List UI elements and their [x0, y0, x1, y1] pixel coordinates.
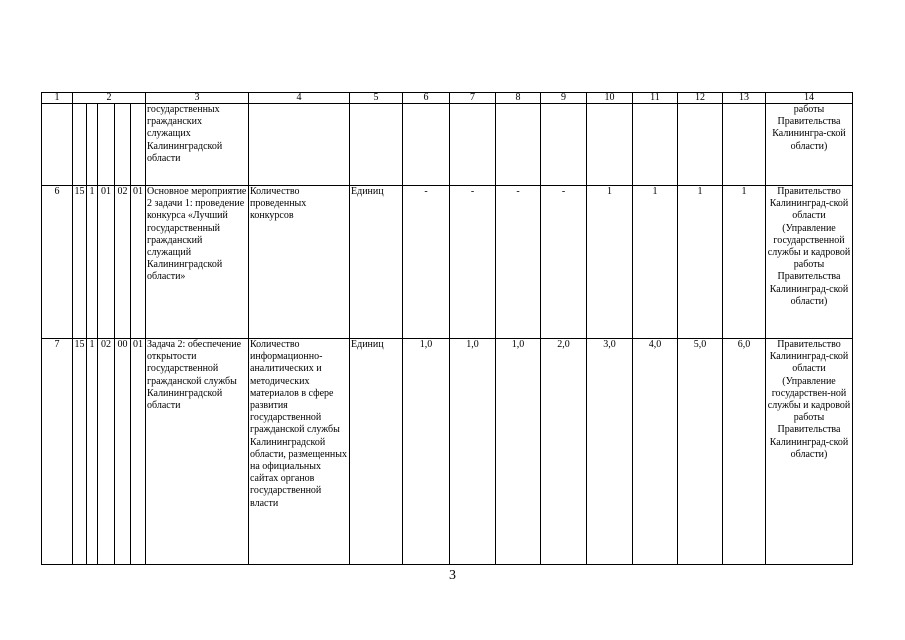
code-cell: 1 [87, 339, 98, 565]
header-cell: 9 [541, 93, 587, 104]
header-cell: 10 [587, 93, 633, 104]
value-cell: 1 [678, 186, 723, 339]
code-cell: 00 [115, 339, 131, 565]
value-cell [403, 104, 450, 186]
value-cell: - [450, 186, 496, 339]
responsible-cell: Правительство Калининград-ской области (Управление государствен-ной службы и кадровой работы Правительства Калининград-ской области) [766, 339, 853, 565]
value-cell: 1,0 [450, 339, 496, 565]
name-cell: государственных гражданских служащих Калининградской области [146, 104, 249, 186]
indicators-table [41, 92, 853, 565]
indicator-cell: Количество информационно-аналитических и методических материалов в сфере развития государственной гражданской службы Калининградской области, размещенных на официальных сайтах органов государственной власти [249, 339, 350, 565]
header-cell: 5 [350, 93, 403, 104]
unit-cell: Единиц [350, 186, 403, 339]
unit-cell: Единиц [350, 339, 403, 565]
responsible-cell: Правительство Калининград-ской области (Управление государственной службы и кадровой работы Правительства Калининград-ской области) [766, 186, 853, 339]
unit-cell [350, 104, 403, 186]
value-cell: 1,0 [403, 339, 450, 565]
value-cell: 2,0 [541, 339, 587, 565]
code-cell: 15 [73, 186, 87, 339]
value-cell: 5,0 [678, 339, 723, 565]
code-cell: 01 [98, 186, 115, 339]
row-number: 7 [42, 339, 73, 565]
header-cell: 2 [73, 93, 146, 104]
code-cell: 1 [87, 186, 98, 339]
name-cell: Основное мероприятие 2 задачи 1: проведение конкурса «Лучший государственный гражданский служащий Калининградской области» [146, 186, 249, 339]
table-row [42, 104, 853, 186]
value-cell [450, 104, 496, 186]
code-cell [87, 104, 98, 186]
value-cell: 3,0 [587, 339, 633, 565]
table-row [42, 339, 853, 565]
code-cell [115, 104, 131, 186]
header-row [42, 93, 853, 104]
value-cell: - [496, 186, 541, 339]
code-cell: 01 [131, 186, 146, 339]
code-cell [73, 104, 87, 186]
header-cell: 11 [633, 93, 678, 104]
indicator-cell [249, 104, 350, 186]
value-cell: 1 [633, 186, 678, 339]
code-cell: 02 [98, 339, 115, 565]
header-cell: 14 [766, 93, 853, 104]
code-cell: 02 [115, 186, 131, 339]
header-cell: 3 [146, 93, 249, 104]
header-cell: 1 [42, 93, 73, 104]
value-cell: - [541, 186, 587, 339]
header-cell: 4 [249, 93, 350, 104]
value-cell [541, 104, 587, 186]
value-cell [633, 104, 678, 186]
header-cell: 7 [450, 93, 496, 104]
table-row [42, 186, 853, 339]
value-cell: 4,0 [633, 339, 678, 565]
header-cell: 8 [496, 93, 541, 104]
value-cell: 1 [587, 186, 633, 339]
value-cell: - [403, 186, 450, 339]
code-cell: 01 [131, 339, 146, 565]
code-cell [98, 104, 115, 186]
row-number: 6 [42, 186, 73, 339]
name-cell: Задача 2: обеспечение открытости государственной гражданской службы Калининградской области [146, 339, 249, 565]
indicator-cell: Количество проведенных конкурсов [249, 186, 350, 339]
header-cell: 6 [403, 93, 450, 104]
code-cell: 15 [73, 339, 87, 565]
value-cell [496, 104, 541, 186]
value-cell: 6,0 [723, 339, 766, 565]
responsible-cell: работы Правительства Калинингра-ской области) [766, 104, 853, 186]
value-cell: 1 [723, 186, 766, 339]
value-cell: 1,0 [496, 339, 541, 565]
code-cell [131, 104, 146, 186]
page-number: 3 [449, 568, 456, 583]
value-cell [587, 104, 633, 186]
header-cell: 13 [723, 93, 766, 104]
row-number [42, 104, 73, 186]
value-cell [678, 104, 723, 186]
header-cell: 12 [678, 93, 723, 104]
value-cell [723, 104, 766, 186]
